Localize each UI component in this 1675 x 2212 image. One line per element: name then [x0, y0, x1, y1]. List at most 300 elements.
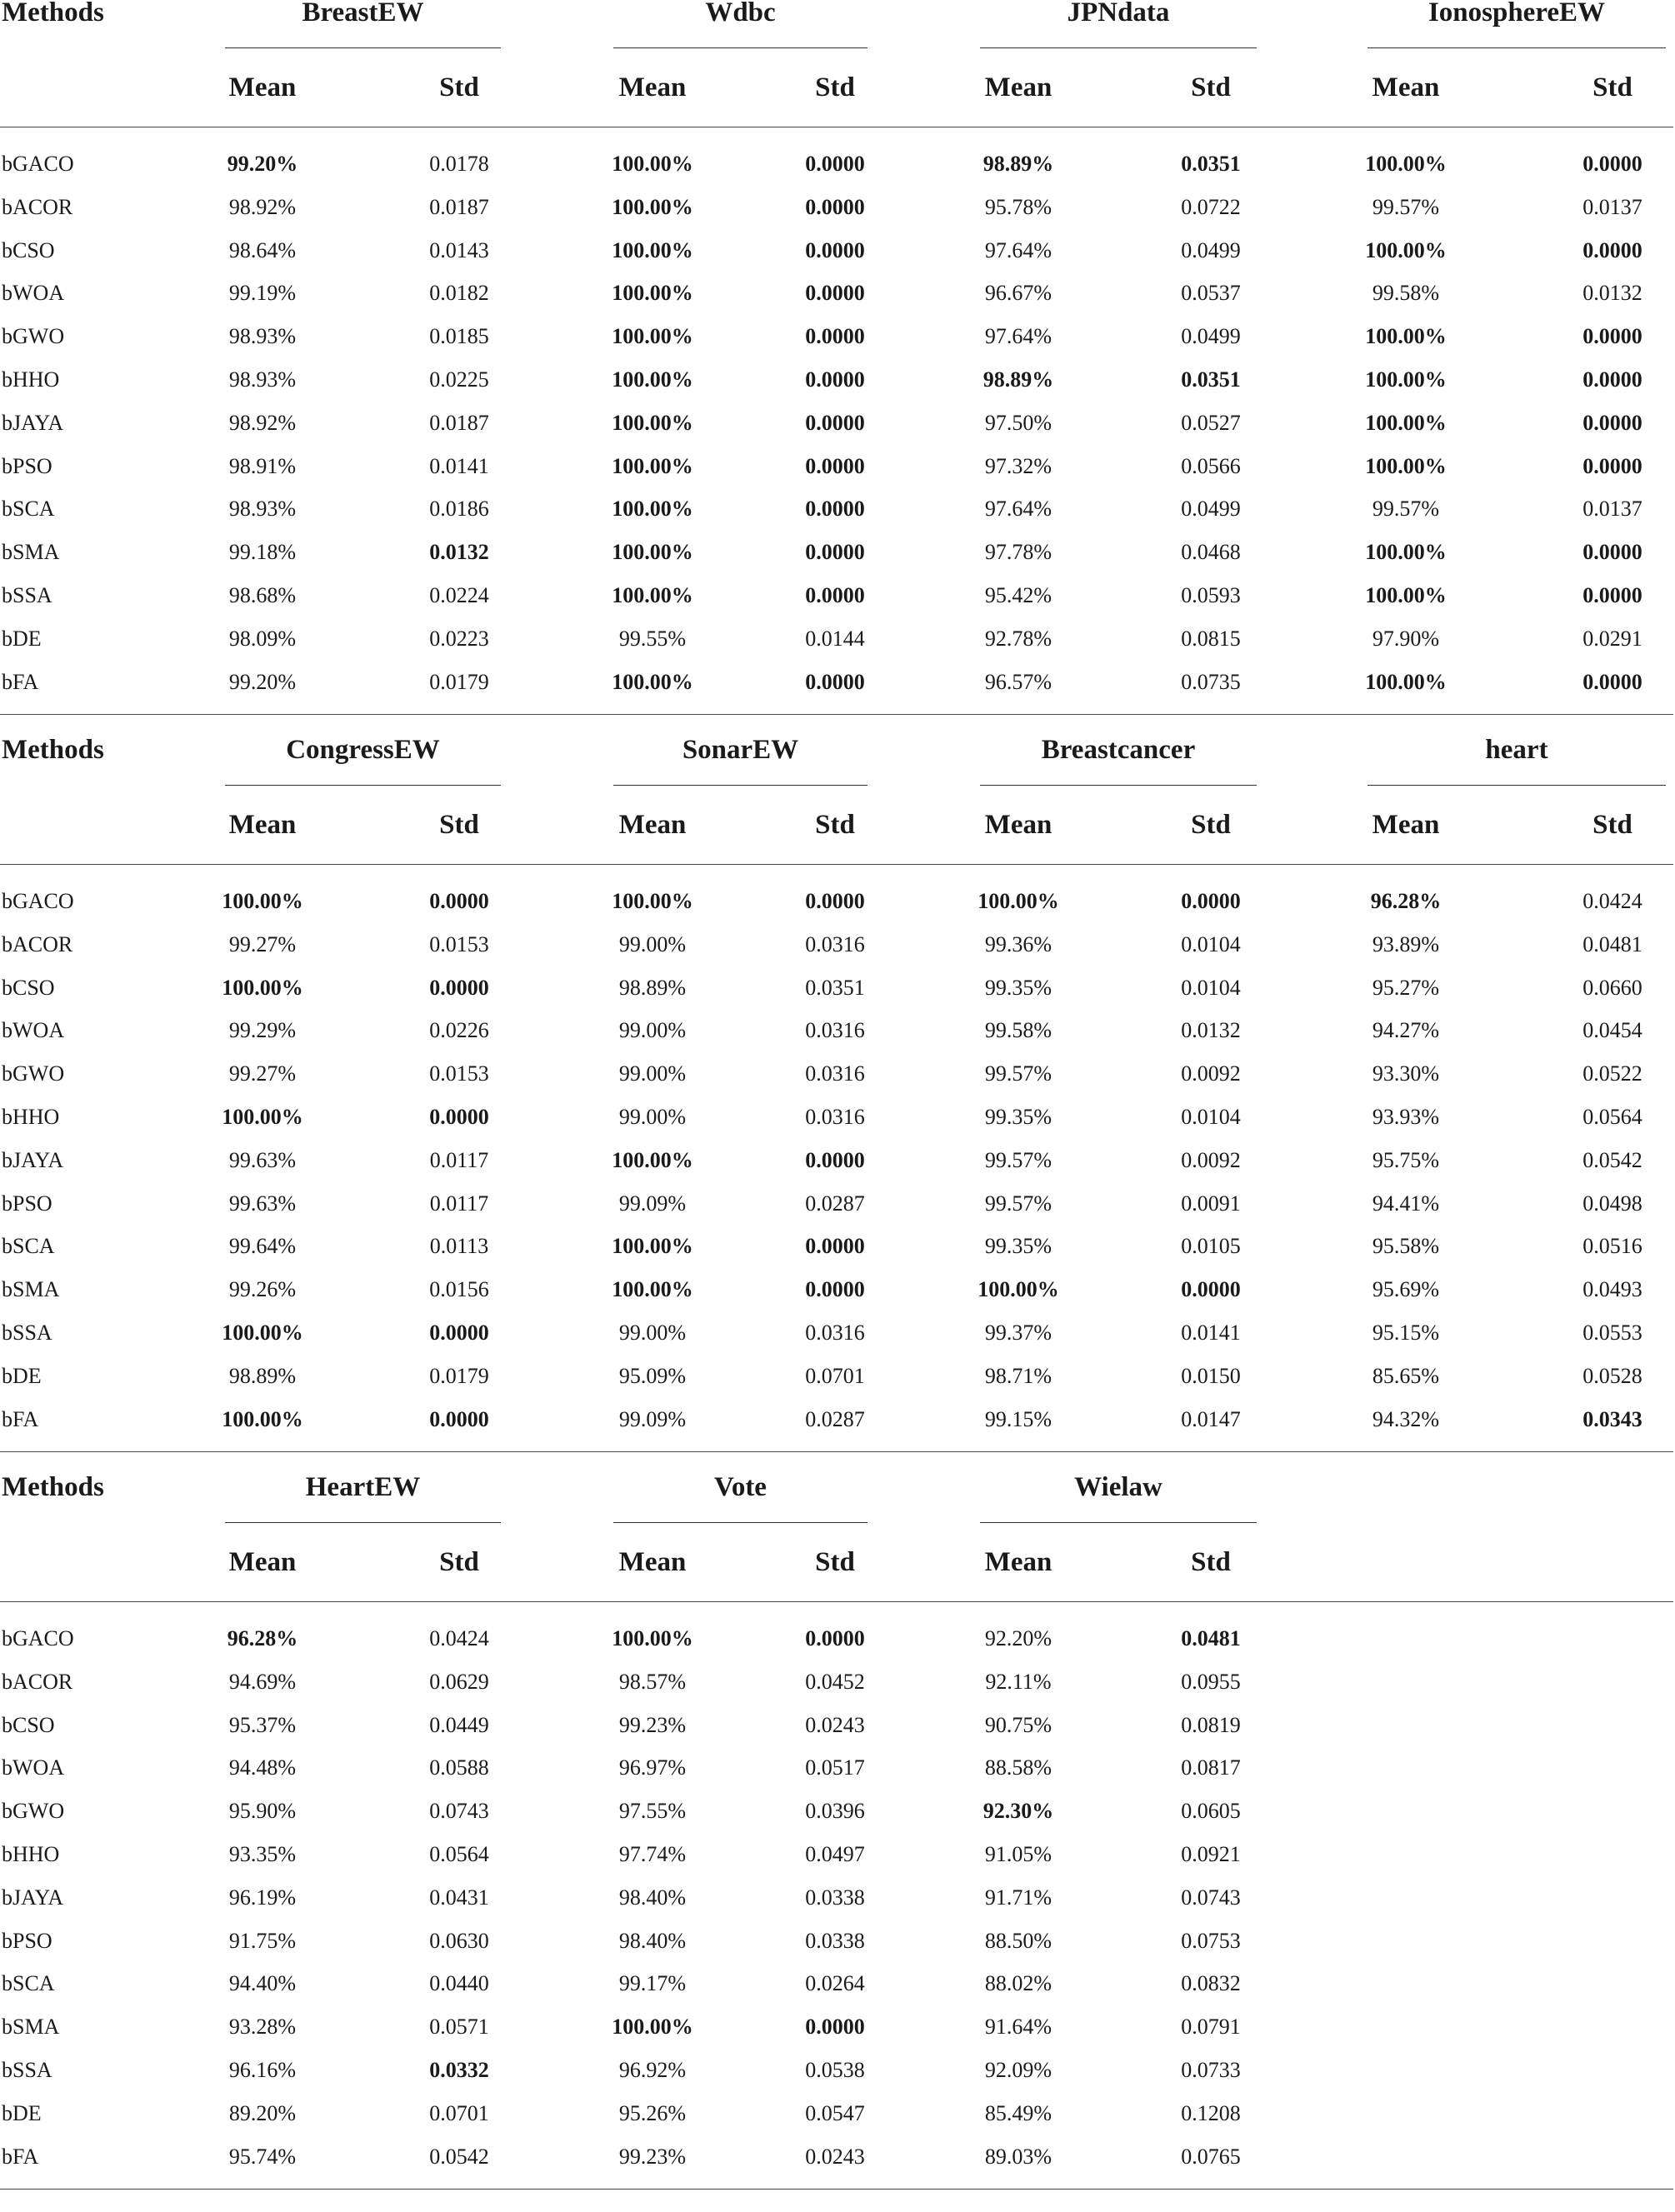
method-name: bWOA: [2, 281, 65, 306]
std-value: 0.0424: [1582, 889, 1642, 913]
method-name: bGACO: [2, 889, 74, 913]
mean-value: 100.00%: [612, 889, 693, 913]
mean-value: 97.90%: [1372, 626, 1440, 651]
method-name: bACOR: [2, 194, 73, 219]
mean-value: 99.36%: [984, 931, 1052, 956]
dataset-header: heart: [1368, 735, 1666, 786]
std-value: 0.0522: [1582, 1061, 1642, 1086]
mean-value: 97.64%: [984, 324, 1052, 349]
mean-value: 98.91%: [228, 453, 297, 478]
mean-value: 97.32%: [984, 453, 1052, 478]
std-value: 0.0537: [1181, 281, 1241, 306]
std-value: 0.0493: [1582, 1277, 1642, 1302]
mean-value: 99.57%: [984, 1147, 1052, 1172]
std-value: 0.0481: [1582, 931, 1642, 956]
std-value: 0.0571: [429, 2015, 489, 2040]
mean-value: 100.00%: [612, 2015, 693, 2040]
std-value: 0.0113: [429, 1234, 489, 1259]
table-row: [0, 444, 1675, 487]
std-value: 0.0132: [429, 540, 489, 565]
mean-value: 89.20%: [228, 2100, 297, 2125]
mean-value: 97.50%: [984, 410, 1052, 435]
table-row: [0, 1224, 1675, 1267]
std-value: 0.0547: [805, 2100, 865, 2125]
mean-value: 94.41%: [1372, 1191, 1440, 1216]
std-value: 0.0338: [805, 1885, 865, 1910]
table-block: [0, 0, 1675, 737]
std-value: 0.0722: [1181, 194, 1241, 219]
std-value: 0.0498: [1582, 1191, 1642, 1216]
block-bottom-rule: [0, 714, 1673, 715]
mean-value: 100.00%: [612, 281, 693, 306]
mean-header: Mean: [618, 810, 687, 840]
dataset-header: IonosphereEW: [1368, 0, 1666, 49]
mean-value: 100.00%: [1365, 324, 1447, 349]
mean-value: 99.15%: [984, 1406, 1052, 1431]
mean-value: 98.93%: [228, 367, 297, 392]
std-value: 0.0000: [805, 194, 865, 219]
mean-value: 98.92%: [228, 410, 297, 435]
method-name: bHHO: [2, 1105, 60, 1129]
std-value: 0.0605: [1181, 1799, 1241, 1824]
dataset-header: JPNdata: [980, 0, 1257, 49]
table-row: [0, 1875, 1675, 1919]
std-value: 0.0316: [805, 1321, 865, 1345]
block-bottom-rule: [0, 1451, 1673, 1452]
mean-value: 100.00%: [612, 237, 693, 262]
mean-value: 100.00%: [612, 669, 693, 694]
mean-value: 100.00%: [612, 583, 693, 607]
mean-value: 95.42%: [984, 583, 1052, 607]
mean-value: 91.75%: [228, 1928, 297, 1953]
std-value: 0.0000: [805, 2015, 865, 2040]
mean-value: 93.30%: [1372, 1061, 1440, 1086]
std-value: 0.0137: [1582, 194, 1642, 219]
std-header: Std: [1191, 72, 1231, 102]
std-value: 0.0287: [805, 1191, 865, 1216]
mean-value: 99.09%: [618, 1406, 687, 1431]
std-value: 0.0000: [429, 975, 489, 1000]
method-name: bSMA: [2, 2015, 60, 2040]
std-value: 0.0147: [1181, 1406, 1241, 1431]
std-value: 0.0791: [1181, 2015, 1241, 2040]
dataset-header: BreastEW: [225, 0, 501, 49]
dataset-underline: [1368, 47, 1666, 48]
std-header: Std: [439, 72, 479, 102]
std-value: 0.0701: [429, 2100, 489, 2125]
mean-header: Mean: [228, 810, 297, 840]
mean-value: 91.64%: [984, 2015, 1052, 2040]
block-bottom-rule: [0, 2189, 1673, 2190]
mean-value: 88.02%: [984, 1971, 1052, 1996]
std-value: 0.0185: [429, 324, 489, 349]
mean-value: 99.64%: [228, 1234, 297, 1259]
mean-value: 99.57%: [1372, 194, 1440, 219]
method-name: bPSO: [2, 1191, 52, 1216]
mean-header: Mean: [618, 1547, 687, 1577]
table-row: [0, 1354, 1675, 1397]
mean-value: 99.23%: [618, 1712, 687, 1737]
method-name: bDE: [2, 626, 42, 651]
std-header: Std: [815, 810, 855, 840]
mean-value: 100.00%: [1365, 410, 1447, 435]
mean-value: 97.64%: [984, 237, 1052, 262]
mean-value: 93.89%: [1372, 931, 1440, 956]
table-row: [0, 1008, 1675, 1051]
std-value: 0.0516: [1582, 1234, 1642, 1259]
mean-value: 99.27%: [228, 1061, 297, 1086]
mean-value: 99.35%: [984, 1234, 1052, 1259]
std-value: 0.0000: [1582, 237, 1642, 262]
method-name: bGACO: [2, 152, 74, 176]
std-value: 0.0564: [1582, 1105, 1642, 1129]
std-value: 0.0588: [429, 1755, 489, 1780]
mean-value: 97.74%: [618, 1842, 687, 1866]
std-value: 0.0449: [429, 1712, 489, 1737]
mean-value: 98.71%: [984, 1363, 1052, 1388]
dataset-header: Wdbc: [613, 0, 868, 49]
std-value: 0.0468: [1181, 540, 1241, 565]
mean-value: 92.78%: [984, 626, 1052, 651]
std-value: 0.0000: [805, 1234, 865, 1259]
std-value: 0.0179: [429, 669, 489, 694]
mean-value: 100.00%: [978, 889, 1059, 913]
mean-value: 100.00%: [222, 889, 303, 913]
mean-value: 97.78%: [984, 540, 1052, 565]
mean-value: 96.16%: [228, 2058, 297, 2082]
mean-value: 99.37%: [984, 1321, 1052, 1345]
std-value: 0.0187: [429, 410, 489, 435]
mean-value: 95.75%: [1372, 1147, 1440, 1172]
mean-value: 99.23%: [618, 2144, 687, 2169]
mean-value: 100.00%: [222, 975, 303, 1000]
mean-header: Mean: [618, 72, 687, 102]
mean-value: 100.00%: [222, 1321, 303, 1345]
std-value: 0.0226: [429, 1018, 489, 1043]
mean-value: 100.00%: [612, 1277, 693, 1302]
mean-value: 100.00%: [612, 1147, 693, 1172]
mean-value: 100.00%: [612, 152, 693, 176]
mean-header: Mean: [228, 1547, 297, 1577]
std-value: 0.0000: [429, 1321, 489, 1345]
mean-value: 99.00%: [618, 1018, 687, 1043]
std-value: 0.0182: [429, 281, 489, 306]
std-value: 0.0000: [1582, 410, 1642, 435]
table-row: [0, 2091, 1675, 2135]
table-row: [0, 1397, 1675, 1441]
mean-value: 92.11%: [985, 1669, 1052, 1694]
std-value: 0.0000: [429, 889, 489, 913]
table-row: [0, 1138, 1675, 1181]
std-value: 0.0815: [1181, 626, 1241, 651]
mean-value: 100.00%: [1365, 152, 1447, 176]
table-row: [0, 1311, 1675, 1354]
mean-value: 99.09%: [618, 1191, 687, 1216]
mean-value: 100.00%: [1365, 540, 1447, 565]
std-value: 0.0832: [1181, 1971, 1241, 1996]
mean-header: Mean: [984, 1547, 1052, 1577]
std-value: 0.0264: [805, 1971, 865, 1996]
dataset-underline: [225, 1522, 501, 1523]
mean-value: 95.09%: [618, 1363, 687, 1388]
mean-value: 99.27%: [228, 931, 297, 956]
method-name: bHHO: [2, 367, 60, 392]
mean-value: 100.00%: [612, 324, 693, 349]
std-value: 0.0000: [805, 669, 865, 694]
mean-value: 93.93%: [1372, 1105, 1440, 1129]
method-name: bJAYA: [2, 410, 64, 435]
mean-value: 98.40%: [618, 1928, 687, 1953]
std-header: Std: [815, 72, 855, 102]
std-value: 0.0000: [805, 410, 865, 435]
mean-value: 99.57%: [1372, 497, 1440, 522]
table-row: [0, 922, 1675, 966]
method-name: bACOR: [2, 1669, 73, 1694]
std-value: 0.0000: [805, 237, 865, 262]
table-row: [0, 228, 1675, 272]
method-name: bCSO: [2, 1712, 55, 1737]
dataset-header: CongressEW: [225, 735, 501, 786]
mean-value: 100.00%: [222, 1406, 303, 1431]
mean-value: 99.55%: [618, 626, 687, 651]
mean-value: 99.17%: [618, 1971, 687, 1996]
mean-value: 100.00%: [612, 1234, 693, 1259]
mean-value: 93.28%: [228, 2015, 297, 2040]
std-value: 0.0452: [805, 1669, 865, 1694]
mean-value: 99.35%: [984, 1105, 1052, 1129]
std-value: 0.0000: [805, 583, 865, 607]
mean-value: 99.00%: [618, 1321, 687, 1345]
method-name: bSCA: [2, 1234, 55, 1259]
std-value: 0.0000: [805, 540, 865, 565]
std-value: 0.0351: [1181, 152, 1241, 176]
mean-value: 98.92%: [228, 194, 297, 219]
table-row: [0, 2135, 1675, 2178]
std-value: 0.0000: [805, 889, 865, 913]
std-value: 0.0000: [1181, 889, 1241, 913]
mean-value: 99.57%: [984, 1061, 1052, 1086]
std-value: 0.0629: [429, 1669, 489, 1694]
mean-value: 91.05%: [984, 1842, 1052, 1866]
std-value: 0.0141: [429, 453, 489, 478]
table-row: [0, 142, 1675, 185]
mean-value: 96.19%: [228, 1885, 297, 1910]
std-value: 0.0765: [1181, 2144, 1241, 2169]
mean-value: 95.90%: [228, 1799, 297, 1824]
mean-value: 96.28%: [1370, 889, 1442, 913]
mean-value: 95.74%: [228, 2144, 297, 2169]
std-value: 0.0701: [805, 1363, 865, 1388]
std-value: 0.0000: [1582, 152, 1642, 176]
std-value: 0.0153: [429, 931, 489, 956]
mean-value: 100.00%: [1365, 367, 1447, 392]
mean-value: 97.64%: [984, 497, 1052, 522]
mean-value: 90.75%: [984, 1712, 1052, 1737]
mean-value: 99.63%: [228, 1147, 297, 1172]
dataset-underline: [613, 785, 868, 786]
std-value: 0.0178: [429, 152, 489, 176]
std-value: 0.0542: [1582, 1147, 1642, 1172]
mean-value: 96.92%: [618, 2058, 687, 2082]
std-value: 0.0105: [1181, 1234, 1241, 1259]
mean-value: 100.00%: [612, 1626, 693, 1650]
mean-value: 94.40%: [228, 1971, 297, 1996]
method-name: bFA: [2, 2144, 39, 2169]
mean-value: 95.78%: [984, 194, 1052, 219]
mean-value: 98.89%: [228, 1363, 297, 1388]
mean-value: 85.65%: [1372, 1363, 1440, 1388]
mean-value: 96.57%: [984, 669, 1052, 694]
std-value: 0.0104: [1181, 931, 1241, 956]
method-name: bSCA: [2, 1971, 55, 1996]
mean-value: 99.58%: [984, 1018, 1052, 1043]
std-value: 0.0153: [429, 1061, 489, 1086]
dataset-header: Wielaw: [980, 1472, 1257, 1524]
std-value: 0.0000: [429, 1105, 489, 1129]
mean-value: 100.00%: [612, 194, 693, 219]
std-value: 0.0753: [1181, 1928, 1241, 1953]
method-name: bFA: [2, 1406, 39, 1431]
std-value: 0.0499: [1181, 324, 1241, 349]
mean-value: 99.20%: [228, 669, 297, 694]
method-name: bSSA: [2, 1321, 52, 1345]
mean-value: 100.00%: [1365, 237, 1447, 262]
mean-value: 98.09%: [228, 626, 297, 651]
std-value: 0.0000: [805, 152, 865, 176]
method-name: bWOA: [2, 1755, 65, 1780]
std-value: 0.0316: [805, 1018, 865, 1043]
dataset-underline: [980, 785, 1257, 786]
table-row: [0, 314, 1675, 357]
std-value: 0.0424: [429, 1626, 489, 1650]
std-value: 0.0132: [1181, 1018, 1241, 1043]
dataset-header: HeartEW: [225, 1472, 501, 1524]
method-name: bJAYA: [2, 1885, 64, 1910]
mean-value: 98.93%: [228, 324, 297, 349]
std-value: 0.0743: [1181, 1885, 1241, 1910]
std-value: 0.0351: [805, 975, 865, 1000]
std-value: 0.0440: [429, 1971, 489, 1996]
std-value: 0.0000: [805, 281, 865, 306]
std-value: 0.0223: [429, 626, 489, 651]
header-rule: [0, 1601, 1673, 1602]
mean-value: 94.69%: [228, 1669, 297, 1694]
std-value: 0.0137: [1582, 497, 1642, 522]
method-name: bSMA: [2, 540, 60, 565]
mean-value: 94.48%: [228, 1755, 297, 1780]
method-name: bGWO: [2, 1061, 65, 1086]
std-value: 0.0000: [805, 497, 865, 522]
method-name: bJAYA: [2, 1147, 64, 1172]
mean-value: 99.26%: [228, 1277, 297, 1302]
std-value: 0.0553: [1582, 1321, 1642, 1345]
std-value: 0.0955: [1181, 1669, 1241, 1694]
mean-value: 89.03%: [984, 2144, 1052, 2169]
mean-value: 95.26%: [618, 2100, 687, 2125]
std-value: 0.0564: [429, 1842, 489, 1866]
std-value: 0.0316: [805, 1061, 865, 1086]
mean-value: 99.00%: [618, 931, 687, 956]
std-value: 0.0000: [805, 453, 865, 478]
std-value: 0.0092: [1181, 1061, 1241, 1086]
mean-value: 100.00%: [612, 497, 693, 522]
std-value: 0.0517: [805, 1755, 865, 1780]
dataset-underline: [613, 1522, 868, 1523]
std-value: 0.0186: [429, 497, 489, 522]
mean-header: Mean: [1372, 72, 1440, 102]
dataset-underline: [613, 47, 868, 48]
std-value: 0.0104: [1181, 975, 1241, 1000]
method-name: bCSO: [2, 975, 55, 1000]
mean-value: 85.49%: [984, 2100, 1052, 2125]
std-value: 0.0660: [1582, 975, 1642, 1000]
mean-value: 88.50%: [984, 1928, 1052, 1953]
std-value: 0.0000: [805, 1147, 865, 1172]
table-row: [0, 1267, 1675, 1311]
table-block: [0, 1472, 1675, 2212]
std-value: 0.1208: [1181, 2100, 1241, 2125]
method-name: bFA: [2, 669, 39, 694]
std-value: 0.0132: [1582, 281, 1642, 306]
mean-value: 99.20%: [227, 152, 298, 176]
std-value: 0.0225: [429, 367, 489, 392]
method-name: bPSO: [2, 1928, 52, 1953]
dataset-header: Vote: [613, 1472, 868, 1524]
std-value: 0.0000: [1582, 324, 1642, 349]
method-name: bSCA: [2, 497, 55, 522]
method-name: bWOA: [2, 1018, 65, 1043]
method-name: bSSA: [2, 2058, 52, 2082]
std-value: 0.0141: [1181, 1321, 1241, 1345]
dataset-header: SonarEW: [613, 735, 868, 786]
std-value: 0.0179: [429, 1363, 489, 1388]
std-value: 0.0630: [429, 1928, 489, 1953]
method-name: bGWO: [2, 324, 65, 349]
table-row: [0, 1961, 1675, 2005]
std-header: Std: [439, 810, 479, 840]
table-row: [0, 271, 1675, 314]
mean-value: 96.97%: [618, 1755, 687, 1780]
std-value: 0.0144: [805, 626, 865, 651]
mean-value: 100.00%: [1365, 583, 1447, 607]
std-value: 0.0538: [805, 2058, 865, 2082]
mean-value: 99.00%: [618, 1061, 687, 1086]
std-value: 0.0092: [1181, 1147, 1241, 1172]
table-row: [0, 401, 1675, 444]
table-row: [0, 487, 1675, 530]
table-row: [0, 530, 1675, 573]
table-row: [0, 1616, 1675, 1660]
mean-value: 100.00%: [612, 453, 693, 478]
table-row: [0, 1789, 1675, 1832]
table-row: [0, 1703, 1675, 1746]
std-value: 0.0396: [805, 1799, 865, 1824]
mean-value: 92.09%: [984, 2058, 1052, 2082]
std-value: 0.0000: [1582, 583, 1642, 607]
mean-value: 98.89%: [982, 367, 1054, 392]
std-value: 0.0817: [1181, 1755, 1241, 1780]
dataset-underline: [225, 47, 501, 48]
std-value: 0.0351: [1181, 367, 1241, 392]
std-value: 0.0104: [1181, 1105, 1241, 1129]
std-value: 0.0566: [1181, 453, 1241, 478]
std-value: 0.0243: [805, 2144, 865, 2169]
std-value: 0.0527: [1181, 410, 1241, 435]
table-row: [0, 879, 1675, 922]
method-name: bSSA: [2, 583, 52, 607]
dataset-underline: [980, 47, 1257, 48]
std-header: Std: [1191, 1547, 1231, 1577]
